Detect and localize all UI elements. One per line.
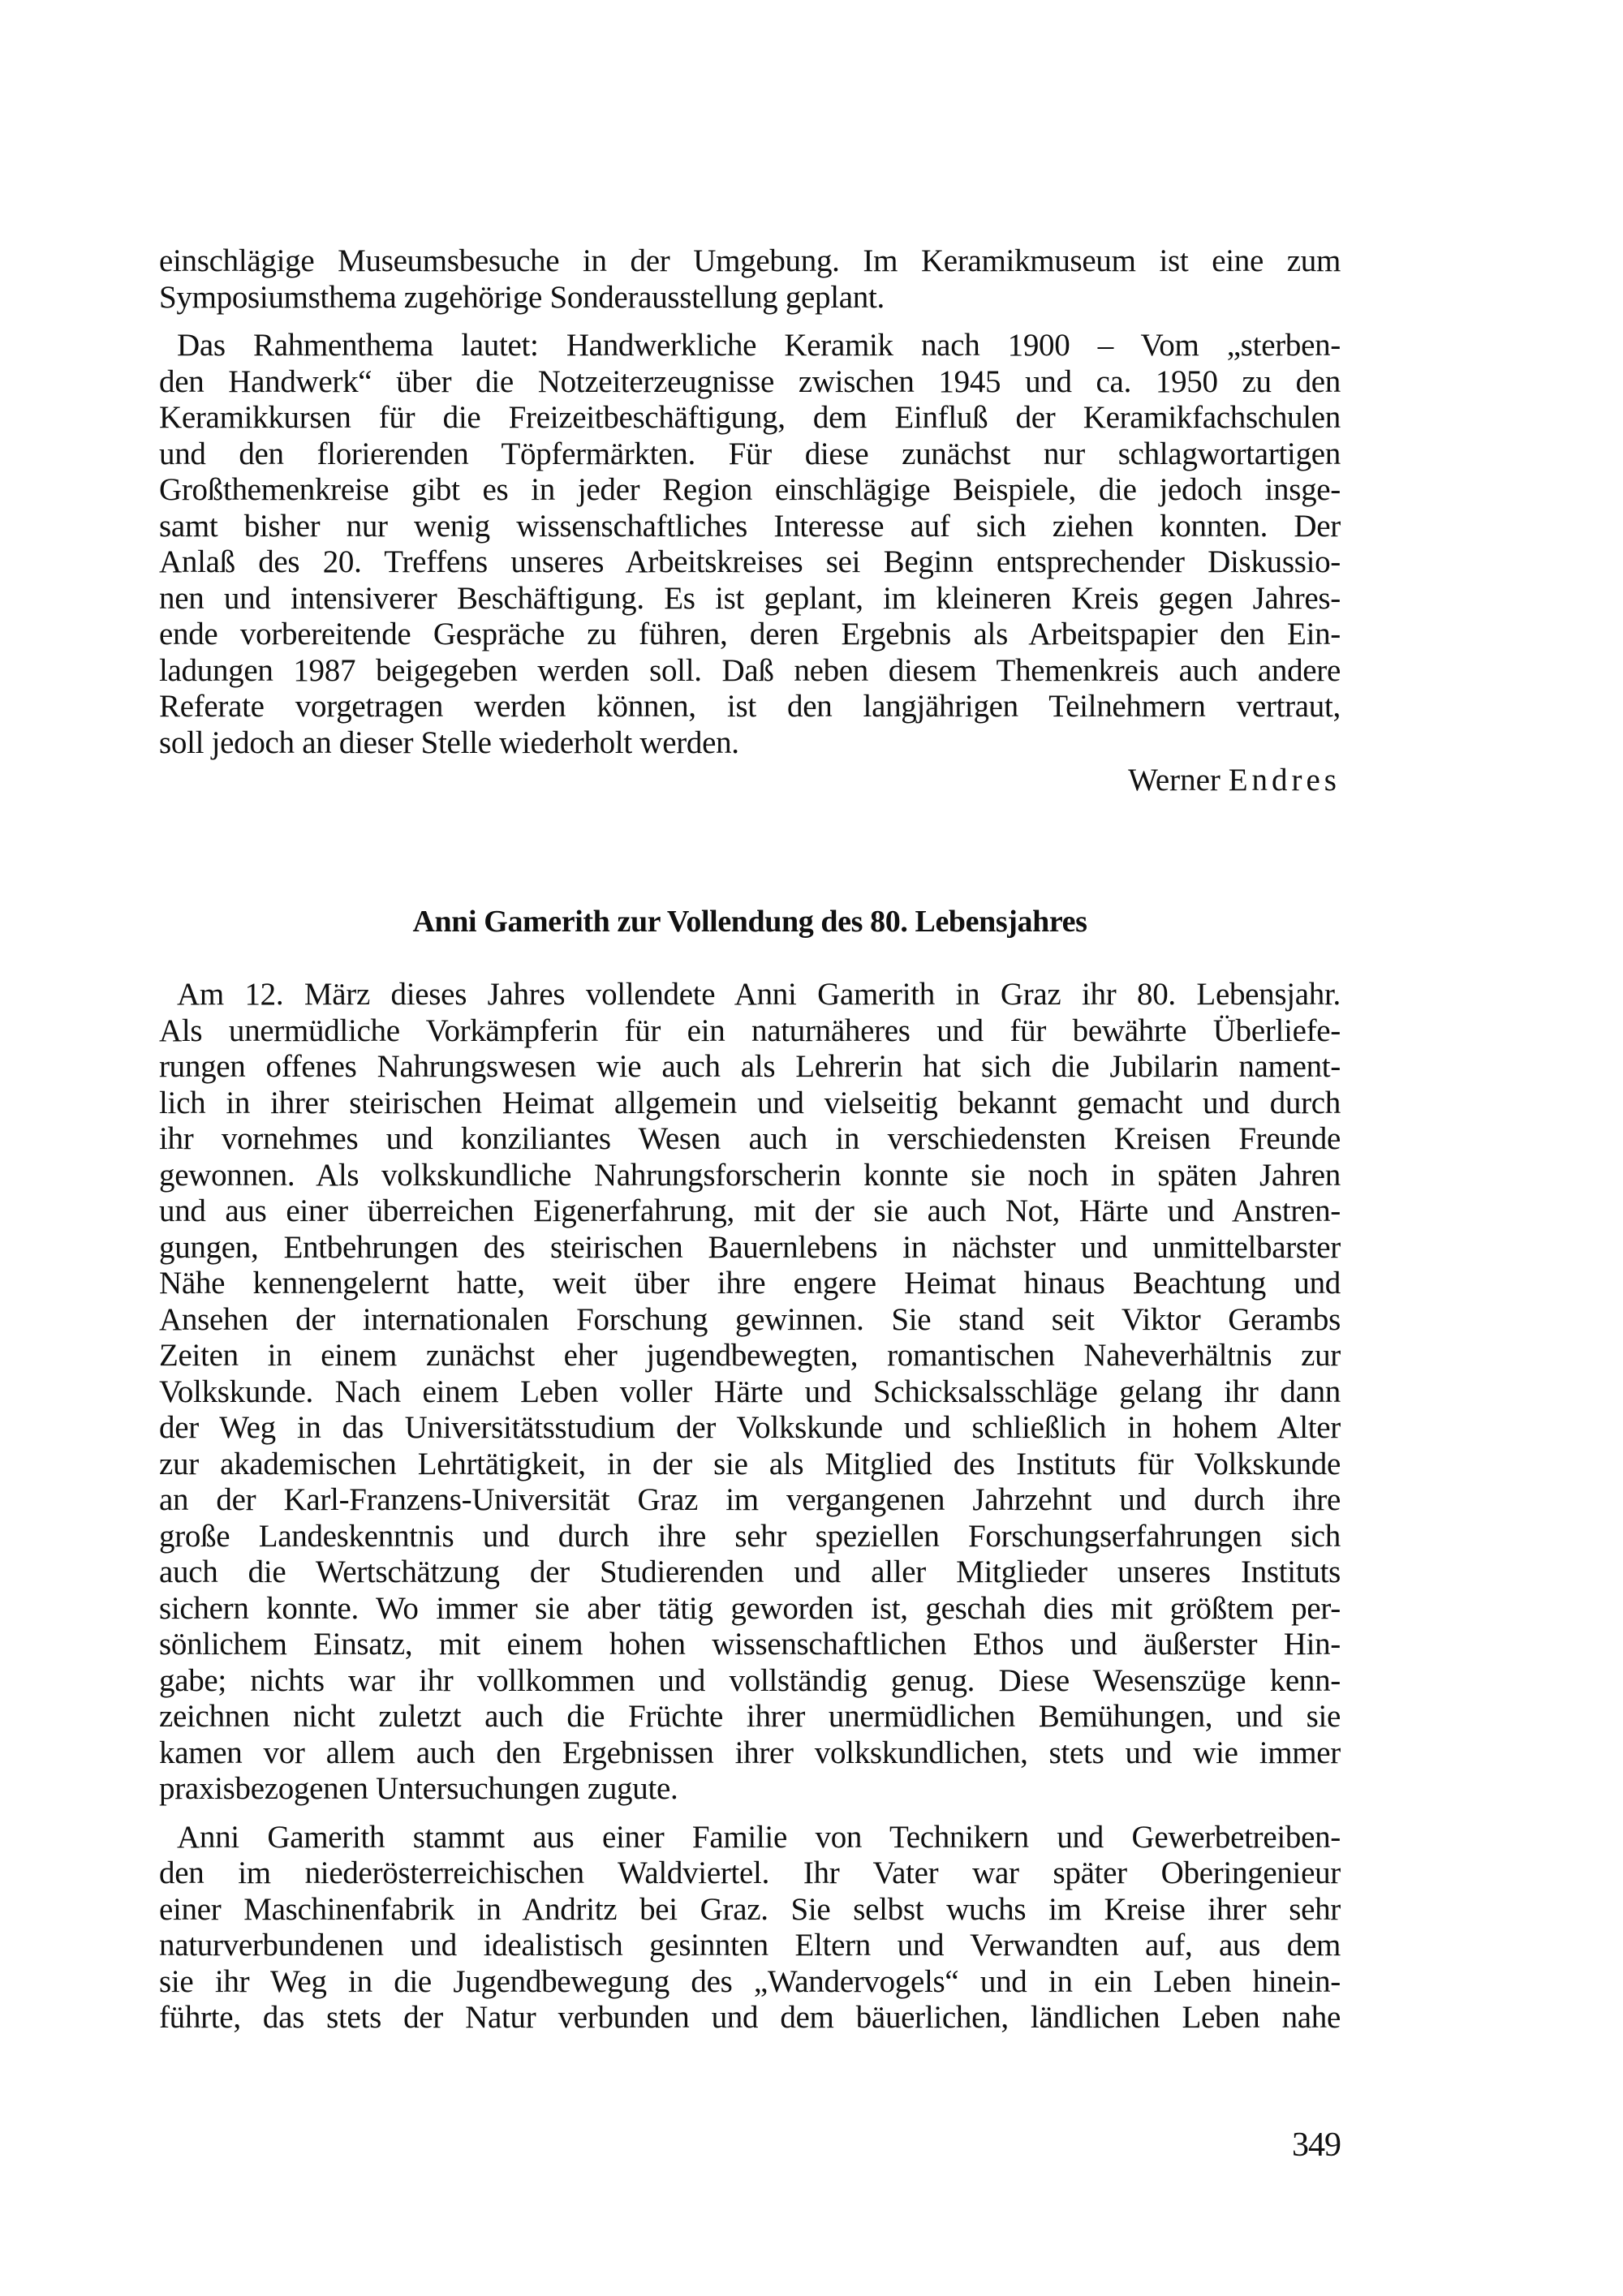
article-heading: Anni Gamerith zur Vollendung des 80. Lebensjahres — [412, 905, 1087, 939]
text-line: ladungen 1987 beigegeben werden soll. Daß neben diesem Themenkreis auch andere — [159, 652, 1341, 688]
paragraph-birthday-tribute — [159, 977, 1341, 1808]
text-line: einschlägige Museumsbesuche in der Umgebung. Im Keramikmuseum ist eine zum — [159, 243, 1341, 278]
text-line: sie ihr Weg in die Jugendbewegung des „Wandervogels“ und in ein Leben hinein- — [159, 1963, 1341, 1999]
page-number: 349 — [1292, 2126, 1341, 2164]
author-last-name: Endres — [1228, 763, 1341, 798]
text-line: naturverbundenen und idealistisch gesinnten Eltern und Verwandten auf, aus dem — [159, 1928, 1341, 1963]
text-line: Volkskunde. Nach einem Leben voller Härte und Schicksalsschläge gelang ihr dann — [159, 1374, 1341, 1409]
text-line: Großthemenkreise gibt es in jeder Region einschlägige Beispiele, die jedoch insge- — [159, 472, 1341, 507]
text-line: der Weg in das Universitätsstudium der Volkskunde und schließlich in hohem Alter — [159, 1410, 1341, 1445]
paragraph-museum-visits — [159, 243, 1341, 316]
text-line: Das Rahmenthema lautet: Handwerkliche Keramik nach 1900 – Vom „sterben- — [177, 328, 1341, 363]
text-line: und den florierenden Töpfermärkten. Für diese zunächst nur schlagwortartigen — [159, 436, 1341, 471]
text-line: gungen, Entbehrungen des steirischen Bauernlebens in nächster und unmittelbarster — [159, 1229, 1341, 1265]
text-line: auch die Wertschätzung der Studierenden und aller Mitglieder unseres Instituts — [159, 1554, 1341, 1589]
text-line: Ansehen der internationalen Forschung gewinnen. Sie stand seit Viktor Gerambs — [159, 1301, 1341, 1337]
text-line: rungen offenes Nahrungswesen wie auch als Lehrerin hat sich die Jubilarin nament- — [159, 1049, 1341, 1084]
section-previous-article — [159, 243, 1341, 799]
paragraph-family-background — [159, 1820, 1341, 2036]
author-signature — [159, 763, 1341, 799]
text-line: gewonnen. Als volkskundliche Nahrungsforscherin konnte sie noch in späten Jahren — [159, 1157, 1341, 1193]
author-first-name: Werner — [1128, 763, 1220, 798]
text-line: Als unermüdliche Vorkämpferin für ein naturnäheres und für bewährte Überliefe- — [159, 1013, 1341, 1048]
text-line: und aus einer überreichen Eigenerfahrung, mit der sie auch Not, Härte und Anstren- — [159, 1193, 1341, 1228]
text-line: Keramikkursen für die Freizeitbeschäftigung, dem Einfluß der Keramikfachschulen — [159, 400, 1341, 435]
text-line: große Landeskenntnis und durch ihre sehr speziellen Forschungserfahrungen sich — [159, 1518, 1341, 1554]
paragraph-framework-theme — [159, 328, 1341, 761]
text-line: nen und intensiverer Beschäftigung. Es ist geplant, im kleineren Kreis gegen Jahres- — [159, 580, 1341, 616]
text-line: ende vorbereitende Gespräche zu führen, deren Ergebnis als Arbeitspapier den Ein- — [159, 617, 1341, 651]
text-line: den im niederösterreichischen Waldviertel. Ihr Vater war später Oberingenieur — [159, 1855, 1341, 1890]
text-line: lich in ihrer steirischen Heimat allgemein und vielseitig bekannt gemacht und durch — [159, 1085, 1341, 1120]
text-line: einer Maschinenfabrik in Andritz bei Graz. Sie selbst wuchs im Kreise ihrer sehr — [159, 1891, 1341, 1927]
text-line: Symposiumsthema zugehörige Sonderausstellung geplant. — [159, 279, 885, 315]
text-line: den Handwerk“ über die Notzeiterzeugnisse zwischen 1945 und ca. 1950 zu den — [159, 363, 1341, 399]
text-line: Referate vorgetragen werden können, ist den langjährigen Teilnehmern vertraut, — [159, 689, 1341, 724]
text-line: an der Karl-Franzens-Universität Graz im vergangenen Jahrzehnt und durch ihre — [159, 1482, 1341, 1517]
text-line: Anlaß des 20. Treffens unseres Arbeitskreises sei Beginn entsprechender Diskussio- — [159, 544, 1341, 579]
text-line: zeichnen nicht zuletzt auch die Früchte ihrer unermüdlichen Bemühungen, und sie — [159, 1699, 1341, 1734]
text-line: samt bisher nur wenig wissenschaftliches Interesse auf sich ziehen konnten. Der — [159, 508, 1341, 544]
text-line: sönlichem Einsatz, mit einem hohen wissenschaftlichen Ethos und äußerster Hin- — [159, 1627, 1341, 1662]
text-line: Anni Gamerith stammt aus einer Familie von Technikern und Gewerbetreiben- — [177, 1819, 1341, 1855]
text-line: sichern konnte. Wo immer sie aber tätig geworden ist, geschah dies mit größtem per- — [159, 1590, 1341, 1626]
text-line: Nähe kennengelernt hatte, weit über ihre engere Heimat hinaus Beachtung und — [159, 1266, 1341, 1301]
text-line: gabe; nichts war ihr vollkommen und vollständig genug. Diese Wesenszüge kenn- — [159, 1662, 1341, 1698]
text-line: ihr vornehmes und konziliantes Wesen auch in verschiedensten Kreisen Freunde — [159, 1121, 1341, 1156]
section-anniversary-article — [159, 977, 1341, 2036]
text-line: zur akademischen Lehrtätigkeit, in der sie als Mitglied des Instituts für Volkskunde — [159, 1446, 1341, 1481]
text-line: Am 12. März dieses Jahres vollendete Anni Gamerith in Graz ihr 80. Lebensjahr. — [177, 977, 1341, 1012]
text-line: praxisbezogenen Untersuchungen zugute. — [159, 1771, 678, 1806]
text-line: kamen vor allem auch den Ergebnissen ihrer volkskundlichen, stets und wie immer — [159, 1735, 1341, 1770]
text-line: Zeiten in einem zunächst eher jugendbewegten, romantischen Naheverhältnis zur — [159, 1338, 1341, 1373]
text-line: soll jedoch an dieser Stelle wiederholt werden. — [159, 724, 739, 760]
text-line: führte, das stets der Natur verbunden und dem bäuerlichen, ländlichen Leben nahe — [159, 2000, 1341, 2035]
